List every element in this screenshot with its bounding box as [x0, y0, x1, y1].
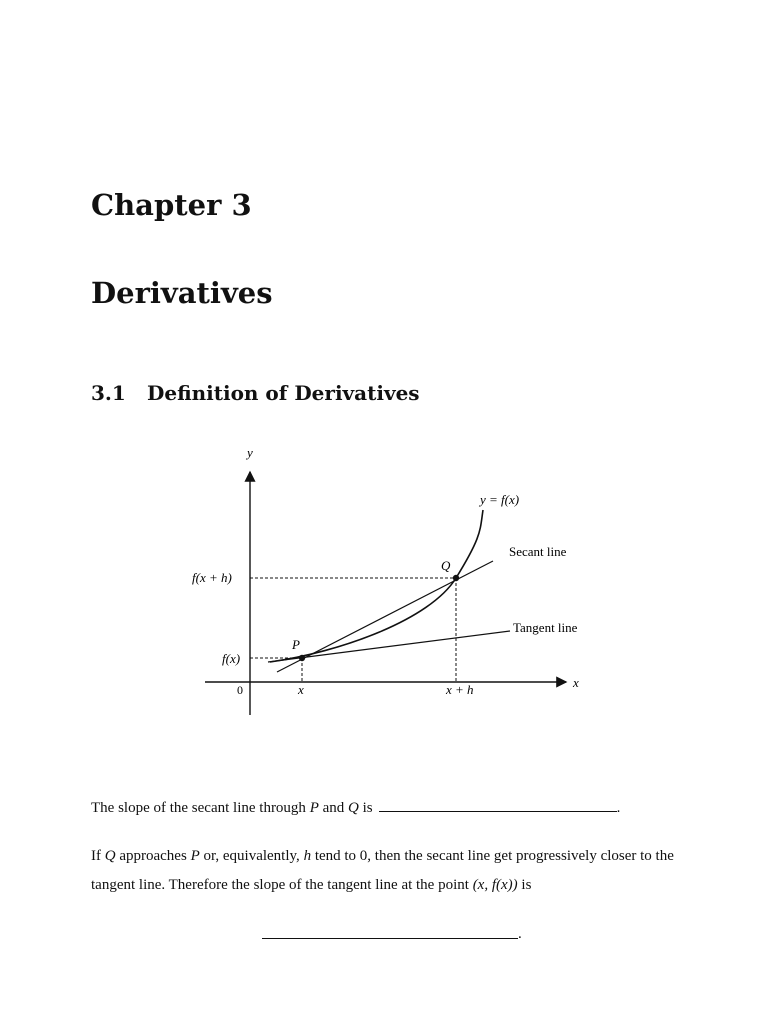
- text-run: is: [517, 877, 532, 893]
- text-run: approaches: [115, 848, 191, 864]
- secant-label: Secant line: [509, 544, 567, 559]
- derivative-figure: [180, 440, 600, 725]
- tick-x-label: x: [298, 682, 304, 697]
- point-p: [299, 655, 305, 661]
- origin-label: 0: [237, 683, 243, 697]
- x-axis-label: x: [573, 675, 579, 690]
- y-axis-label: y: [247, 445, 253, 460]
- final-period: .: [518, 926, 522, 942]
- point-q: [453, 575, 459, 581]
- tick-fx-label: f(x): [222, 651, 241, 666]
- math-q: Q: [348, 800, 359, 816]
- math-q: Q: [104, 848, 116, 864]
- tick-xh-label: x + h: [446, 682, 474, 697]
- text-run: The slope of the secant line through: [91, 800, 310, 816]
- section-heading: [91, 381, 420, 405]
- math-point: (x, f(x)): [472, 877, 518, 893]
- math-h: h: [303, 848, 312, 864]
- function-curve: [270, 510, 483, 662]
- tangent-label: Tangent line: [513, 620, 578, 635]
- tick-fxh-label: f(x + h): [192, 570, 232, 585]
- tangent-slope-blank[interactable]: [262, 926, 518, 939]
- chapter-title: Derivatives: [91, 276, 273, 310]
- text-run: .: [616, 800, 621, 816]
- point-p-label: P: [292, 637, 300, 652]
- secant-slope-prompt: [91, 794, 711, 823]
- point-q-label: Q: [441, 558, 451, 573]
- math-p: P: [190, 848, 200, 864]
- tangent-slope-prompt: [91, 842, 711, 900]
- text-run: or, equivalently,: [199, 848, 304, 864]
- text-run: If: [91, 848, 105, 864]
- curve-label: y = f(x): [480, 492, 520, 507]
- secant-slope-blank[interactable]: [379, 799, 617, 812]
- chapter-label: Chapter 3: [91, 188, 252, 222]
- text-run: tend to 0, then the secant line get progressively closer to the tangent line. Therefore the slope of the tangent line at the point: [91, 848, 674, 893]
- text-run: is: [358, 800, 373, 816]
- section-title: Definition of Derivatives: [147, 381, 420, 405]
- math-p: P: [309, 800, 319, 816]
- section-number: 3.1: [91, 381, 126, 405]
- text-run: and: [318, 800, 349, 816]
